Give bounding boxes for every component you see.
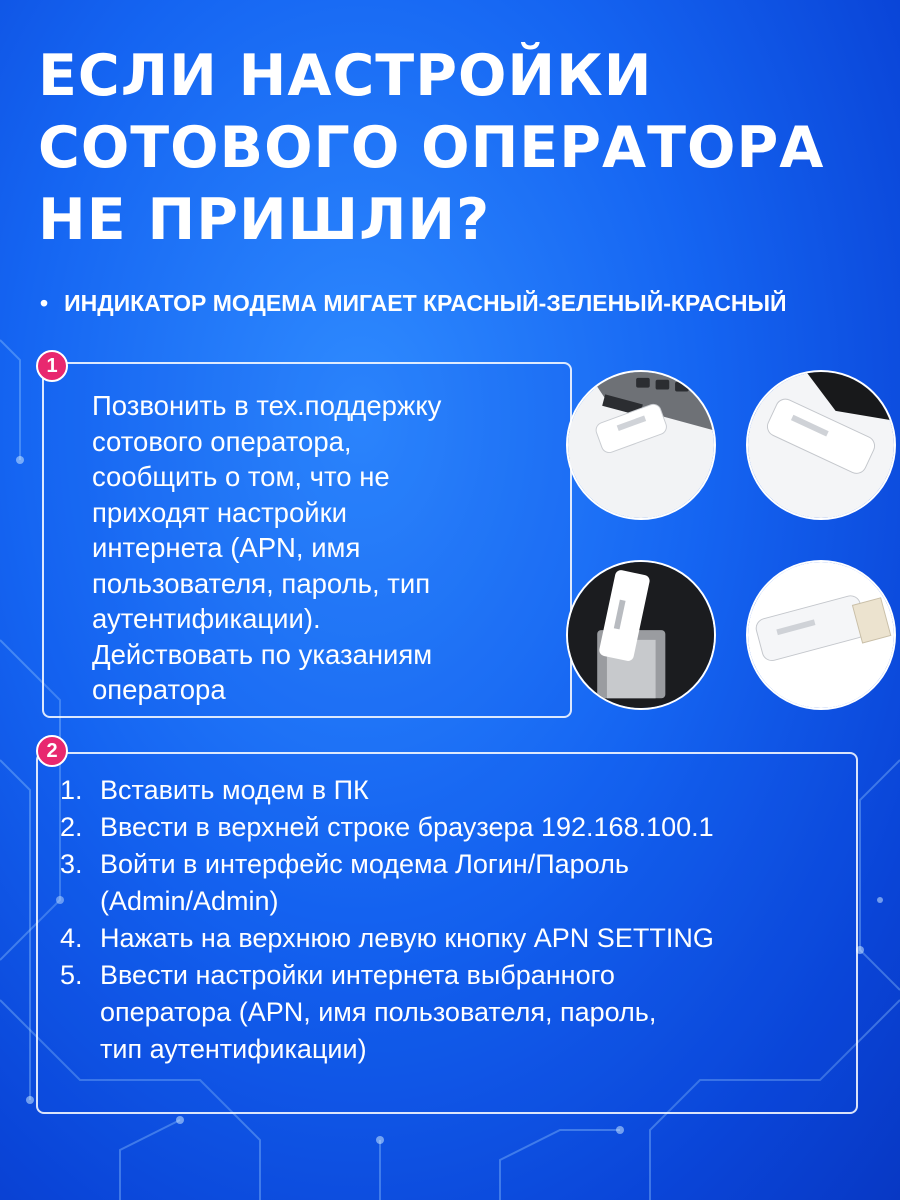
card1-line: пользователя, пароль, тип [92, 567, 431, 599]
step-text: Ввести в верхней строке браузера 192.168.100.1 [100, 812, 714, 842]
modem-photo-dark-port [746, 370, 896, 520]
headline [38, 40, 878, 256]
modem-photo-open [746, 560, 896, 710]
step-text: (Admin/Admin) [100, 886, 279, 916]
indicator-note-text: ИНДИКАТОР МОДЕМА МИГАЕТ КРАСНЫЙ-ЗЕЛЕНЫЙ-КРАСНЫЙ [64, 290, 787, 316]
card1-line: сообщить о том, что не [92, 461, 390, 492]
step-badge-1: 1 [36, 350, 68, 382]
setup-step [60, 846, 850, 920]
step-number: 1. [60, 775, 83, 805]
step-text: Ввести настройки интернета выбранного [100, 960, 615, 990]
step-badge-2: 2 [36, 735, 68, 767]
card1-line: оператора [92, 674, 226, 705]
step-text: Войти в интерфейс модема Логин/Пароль [100, 849, 629, 879]
card1-line: Действовать по указаниям [92, 638, 433, 670]
headline-line-1: ЕСЛИ НАСТРОЙКИ [38, 43, 653, 109]
step-number: 5. [60, 960, 83, 990]
setup-steps-list [60, 772, 850, 1068]
setup-step [60, 809, 850, 846]
card1-line: сотового оператора, [92, 425, 352, 457]
modem-photo-stand [566, 560, 716, 710]
setup-step [60, 957, 850, 1068]
card1-line: приходят настройки [92, 496, 348, 528]
step-text: Нажать на верхнюю левую кнопку APN SETTING [100, 923, 714, 953]
card1-line: аутентификации). [92, 603, 321, 634]
step-text: оператора (APN, имя пользователя, пароль, [100, 997, 657, 1027]
modem-photo-laptop [566, 370, 716, 520]
step-number: 2. [60, 812, 83, 842]
step-number: 3. [60, 849, 83, 879]
headline-line-2: СОТОВОГО ОПЕРАТОРА [38, 115, 825, 181]
bullet-marker: • [40, 290, 49, 316]
setup-step [60, 772, 850, 809]
card1-line: Позвонить в тех.поддержку [92, 390, 442, 421]
step-number: 4. [60, 923, 83, 953]
step-text: Вставить модем в ПК [100, 775, 369, 805]
step-text: тип аутентификации) [100, 1034, 367, 1064]
indicator-note [40, 290, 880, 317]
card1-line: интернета (APN, имя [92, 532, 361, 563]
card1-instructions [92, 388, 552, 708]
headline-line-3: НЕ ПРИШЛИ? [38, 187, 491, 253]
setup-step [60, 920, 850, 957]
